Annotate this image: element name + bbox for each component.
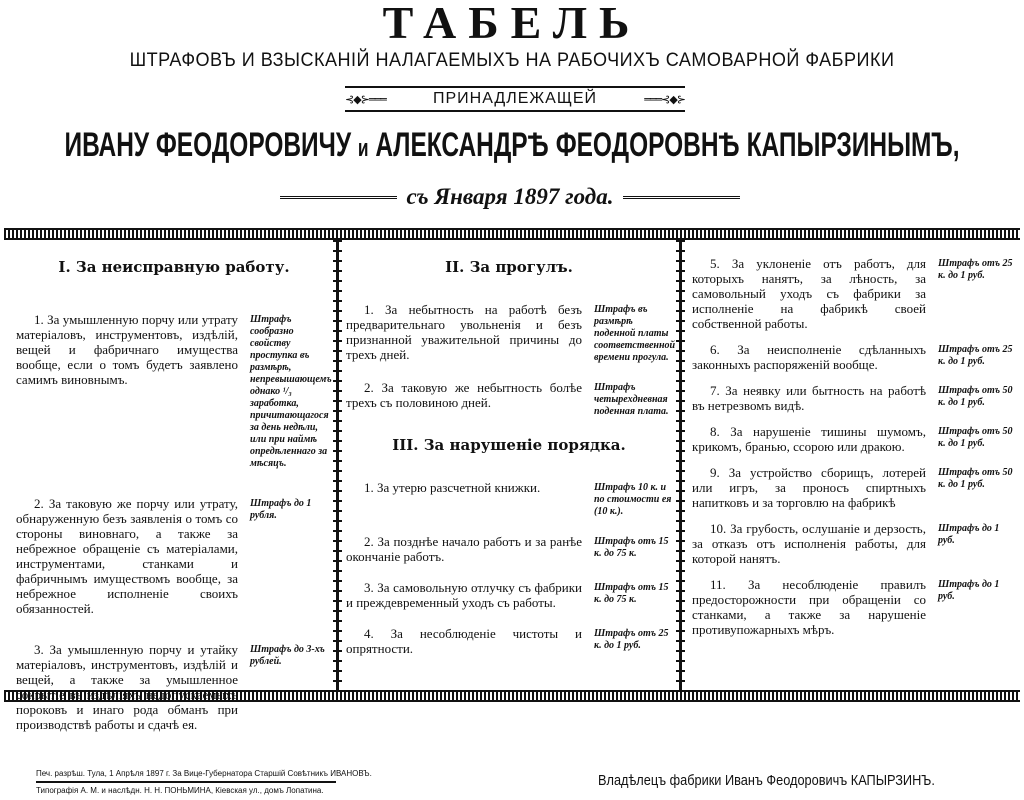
fine-amount: Штрафъ отъ 50 к. до 1 руб. xyxy=(938,467,1013,490)
column-divider xyxy=(336,240,339,690)
fine-amount: Штрафъ отъ 50 к. до 1 руб. xyxy=(938,426,1013,449)
fine-item-text: 5. За уклоненіе отъ работъ, для которыхъ нанятъ, за лѣность, за самовольный уходъ съ фабрики за исполненіе на фабрикѣ своей собственной работы. xyxy=(692,256,926,331)
fine-amount: Штрафъ до 1 руб. xyxy=(938,579,1000,602)
fine-amount: Штрафъ отъ 15 к. до 75 к. xyxy=(594,536,669,559)
owner-2: АЛЕКСАНДРѢ ФЕОДОРОВНѢ КАПЫРЗИНЫМЪ, xyxy=(375,126,960,164)
column-divider xyxy=(679,240,682,690)
censor-note: Печ. разрѣш. Тула, 1 Апрѣля 1897 г. За Вице-Губернатора Старшій Совѣтникъ ИВАНОВЪ. xyxy=(36,769,336,783)
fine-item-text: 8. За нарушеніе тишины шумомъ, крикомъ, бранью, ссорою или дракою. xyxy=(692,424,926,454)
fine-amount: Штрафъ отъ 50 к. до 1 руб. xyxy=(938,385,1013,408)
fine-item-text: 11. За несоблюденіе правилъ предосторожности при обращеніи со станками, а также за нарушеніе противупожарныхъ мѣръ. xyxy=(692,577,926,637)
fine-item xyxy=(346,302,676,364)
fine-item xyxy=(692,577,1018,637)
fine-item xyxy=(346,480,672,518)
fine-item xyxy=(346,580,672,610)
fines-column xyxy=(16,256,332,732)
fine-item xyxy=(692,521,1018,566)
fine-amount: Штрафъ отъ 15 к. до 75 к. xyxy=(594,582,669,605)
date-rule-left xyxy=(280,196,397,199)
fine-item xyxy=(692,342,1018,372)
fine-item-text: 1. За умышленную порчу или утрату матеріаловъ, инструментовъ, издѣлій, вещей и фабричнаго имущества вообще, если о томъ будетъ заявлено самимъ виновнымъ. xyxy=(16,312,238,387)
fine-item-text: 4. За несоблюденіе чистоты и опрятности. xyxy=(346,626,582,656)
fine-item xyxy=(692,424,1018,454)
fine-item-text: 2. За таковую же порчу или утрату, обнаруженную безъ заявленія о томъ со стороны виновнаго, а также за небрежное обращеніе съ матеріалами, инструментами, станками и фабричнымъ имуществомъ вообще, за небрежное исполненіе своихъ обязанностей. xyxy=(16,496,238,616)
fine-amount: Штрафъ отъ 25 к. до 1 руб. xyxy=(938,344,1013,367)
fine-item xyxy=(692,465,1018,510)
fine-amount: Штрафъ до 3-хъ рублей. xyxy=(250,644,325,667)
document-subtitle: ШТРАФОВЪ И ВЗЫСКАНІЙ НАЛАГАЕМЫХЪ НА РАБОЧИХЪ САМОВАРНОЙ ФАБРИКИ xyxy=(129,50,895,71)
document-title: ТАБЕЛЬ xyxy=(382,0,642,48)
fine-item xyxy=(346,534,672,564)
fine-item-text: 10. За грубость, ослушаніе и дерзость, за отказъ отъ исполненія работы, для которой нанятъ. xyxy=(692,521,926,566)
fine-amount: Штрафъ сообразно свойству проступка въ размѣрѣ, непревышающемъ однако ¹/₃ заработка, причитающагося за день недѣли, или при наймѣ опредѣленнаго за мѣсяцъ. xyxy=(250,314,332,469)
fine-amount: Штрафъ до 1 рубля. xyxy=(250,498,312,521)
fine-item-text: 9. За устройство сборищъ, лотерей или игръ, за проносъ спиртныхъ напитковъ и за торговлю на фабрикѣ xyxy=(692,465,926,510)
fine-amount: Штрафъ отъ 25 к. до 1 руб. xyxy=(938,258,1013,281)
fine-item xyxy=(16,312,332,470)
section-heading: III. За нарушеніе порядка. xyxy=(392,436,626,454)
owners-line xyxy=(64,126,959,165)
belongs-label: ПРИНАДЛЕЖАЩЕЙ xyxy=(432,90,598,107)
owners-conjunction: и xyxy=(357,135,369,162)
fine-item xyxy=(346,626,672,656)
fine-item-text: 6. За неисполненіе сдѣланныхъ законныхъ распоряженій вообще. xyxy=(692,342,926,372)
date-line xyxy=(280,184,740,210)
fine-item-text: 2. За позднѣе начало работъ и за ранѣе окончаніе работъ. xyxy=(346,534,582,564)
ornament-right-icon: ═══⊰◆⊱ xyxy=(644,92,685,106)
fine-item-text: 1. За небытность на работѣ безъ предварительнаго увольненія и безъ признанной уважительной причины до трехъ дней. xyxy=(346,302,582,362)
belongs-banner xyxy=(345,86,685,112)
fine-item xyxy=(16,642,332,732)
fine-item-text: 7. За неявку или бытность на работѣ въ нетрезвомъ видѣ. xyxy=(692,383,926,413)
owner-1: ИВАНУ ФЕОДОРОВИЧУ xyxy=(64,126,352,164)
top-ornamental-border xyxy=(4,228,1020,240)
fine-amount: Штрафъ 10 к. и по стоимости ея (10 к.). xyxy=(594,482,672,517)
fine-item xyxy=(692,256,1018,331)
fine-item xyxy=(346,380,672,418)
fine-item-text: 3. За умышленную порчу и утайку матеріаловъ, инструментовъ, издѣлій и вещей, а также за умышленное сокрытіе въ издѣліяхъ недопускаемыхъ пороковъ и инаго рода обманъ при производствѣ работы и сдачѣ ея. xyxy=(16,642,238,732)
fine-item xyxy=(16,496,332,616)
fine-item-text: 2. За таковую же небытность болѣе трехъ съ половиною дней. xyxy=(346,380,582,410)
fine-item xyxy=(692,383,1018,413)
fine-amount: Штрафъ четырехдневная поденная плата. xyxy=(594,382,669,417)
fine-amount: Штрафъ въ размѣрѣ поденной платы соответственной времени прогула. xyxy=(594,304,676,363)
fine-amount: Штрафъ отъ 25 к. до 1 руб. xyxy=(594,628,669,651)
date-rule-right xyxy=(623,196,740,199)
fine-item-text: 1. За утерю разсчетной книжки. xyxy=(364,480,541,495)
fines-column xyxy=(346,256,676,656)
fine-item-text: 3. За самовольную отлучку съ фабрики и преждевременный уходъ съ работы. xyxy=(346,580,582,610)
owner-signature: Владѣлецъ фабрики Иванъ Феодоровичъ КАПЫРЗИНЪ. xyxy=(598,772,935,789)
fine-amount: Штрафъ до 1 руб. xyxy=(938,523,1000,546)
section-heading: II. За прогулъ. xyxy=(445,258,573,276)
printer-note: Типографія А. М. и наслѣдн. Н. Н. ПОНЬМИНА, Кіевская ул., домъ Лопатина. xyxy=(36,786,324,795)
section-heading: I. За неисправную работу. xyxy=(58,258,290,276)
effective-date: съ Января 1897 года. xyxy=(406,184,614,209)
ornament-left-icon: ⊰◆⊱═══ xyxy=(345,92,386,106)
fines-column xyxy=(692,256,1018,637)
